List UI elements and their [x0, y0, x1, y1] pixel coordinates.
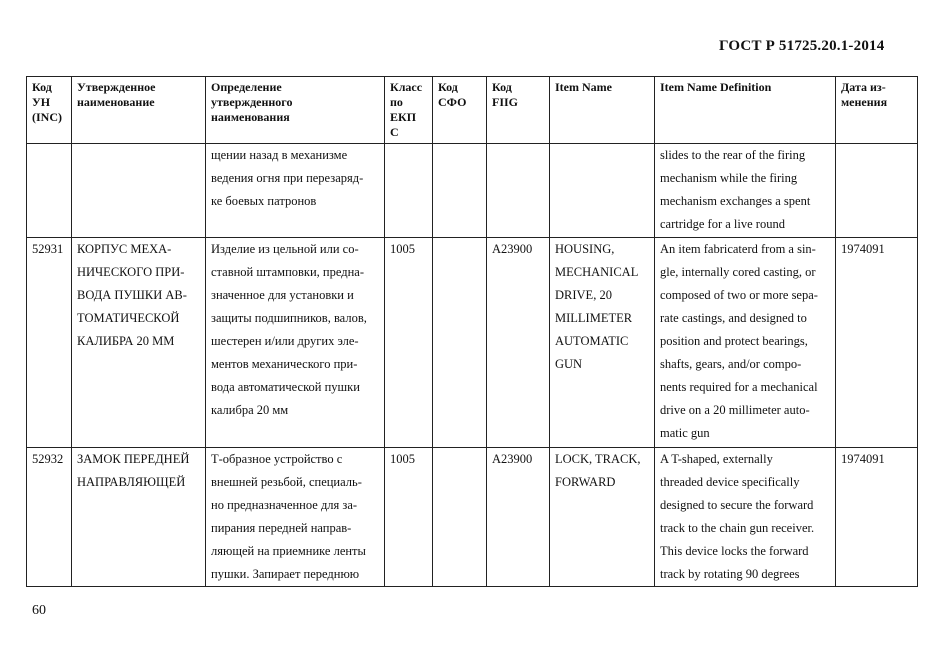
cell-fiig: A23900	[487, 448, 550, 587]
cell-definition: Изделие из цельной или со- ставной штамповки, предна- значенное для установки и защиты подшипников, валов, шестерен и/или других эле- ментов механического при- вода автоматической пушки калибра 20 мм	[206, 238, 385, 448]
column-header-sfo: Код СФО	[433, 77, 487, 144]
column-header-class: Класс по ЕКП С	[385, 77, 433, 144]
column-header-approved-name: Утвержденное наименование	[72, 77, 206, 144]
column-header-date: Дата из- менения	[836, 77, 918, 144]
cell-inc: 52931	[27, 238, 72, 448]
cell-sfo	[433, 448, 487, 587]
specification-table	[26, 76, 918, 587]
cell-item-definition: slides to the rear of the firing mechanism while the firing mechanism exchanges a spent cartridge for a live round	[655, 144, 836, 238]
table-row	[27, 448, 918, 587]
cell-item-name	[550, 144, 655, 238]
cell-inc: 52932	[27, 448, 72, 587]
cell-date: 1974091	[836, 238, 918, 448]
column-header-item-definition: Item Name Definition	[655, 77, 836, 144]
cell-class: 1005	[385, 238, 433, 448]
document-code: ГОСТ Р 51725.20.1-2014	[719, 38, 885, 54]
cell-item-name: LOCK, TRACK, FORWARD	[550, 448, 655, 587]
cell-item-definition: A T-shaped, externally threaded device specifically designed to secure the forward track to the chain gun receiver. This device locks the forward track by rotating 90 degrees	[655, 448, 836, 587]
cell-definition: Т-образное устройство с внешней резьбой, специаль- но предназначенное для за- пирания передней направ- ляющей на приемнике ленты пушки. Запирает переднюю	[206, 448, 385, 587]
cell-item-definition: An item fabricaterd from a sin- gle, internally cored casting, or composed of two or more sepa- rate castings, and designed to position and protect bearings, shafts, gears, and/or compo- nents required for a mechanical drive on a 20 millimeter auto- matic gun	[655, 238, 836, 448]
cell-approved-name	[72, 144, 206, 238]
cell-fiig	[487, 144, 550, 238]
cell-sfo	[433, 144, 487, 238]
cell-approved-name: ЗАМОК ПЕРЕДНЕЙ НАПРАВЛЯЮЩЕЙ	[72, 448, 206, 587]
table-header-row	[27, 77, 918, 144]
cell-sfo	[433, 238, 487, 448]
column-header-item-name: Item Name	[550, 77, 655, 144]
cell-class	[385, 144, 433, 238]
cell-fiig: A23900	[487, 238, 550, 448]
cell-item-name: HOUSING, MECHANICAL DRIVE, 20 MILLIMETER AUTOMATIC GUN	[550, 238, 655, 448]
cell-date: 1974091	[836, 448, 918, 587]
cell-inc	[27, 144, 72, 238]
cell-definition: щении назад в механизме ведения огня при перезаряд- ке боевых патронов	[206, 144, 385, 238]
column-header-definition: Определение утвержденного наименования	[206, 77, 385, 144]
cell-approved-name: КОРПУС МЕХА- НИЧЕСКОГО ПРИ- ВОДА ПУШКИ АВ- ТОМАТИЧЕСКОЙ КАЛИБРА 20 ММ	[72, 238, 206, 448]
cell-class: 1005	[385, 448, 433, 587]
column-header-fiig: Код FIIG	[487, 77, 550, 144]
column-header-inc: Код УН (INC)	[27, 77, 72, 144]
cell-date	[836, 144, 918, 238]
table-row	[27, 144, 918, 238]
page-number: 60	[32, 603, 46, 618]
table-row	[27, 238, 918, 448]
